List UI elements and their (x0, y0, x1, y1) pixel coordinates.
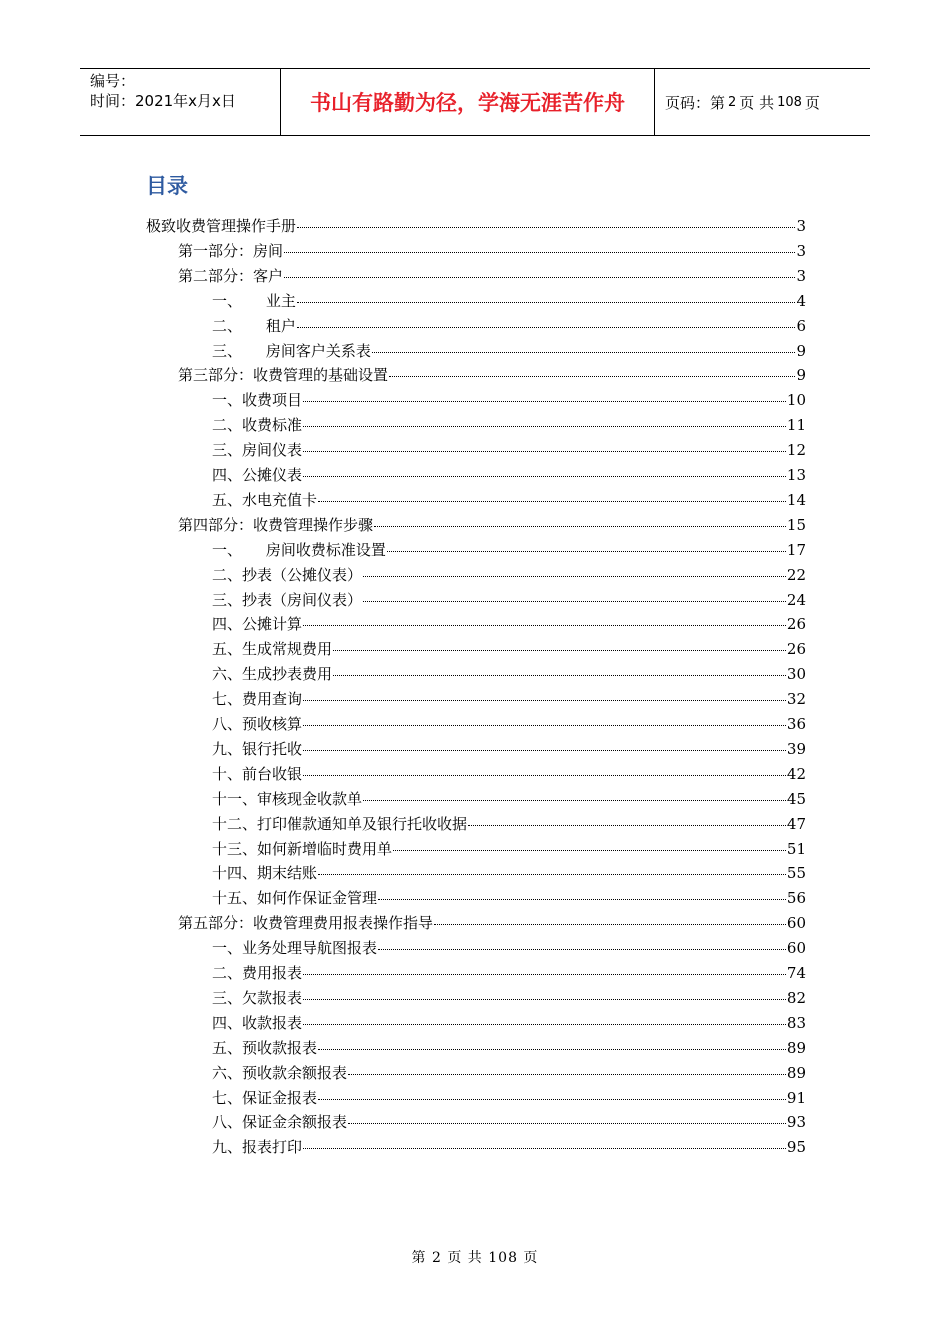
toc-entry-leader (303, 1006, 786, 1025)
toc-entry-leader (303, 408, 786, 427)
toc-entry-page: 15 (786, 515, 806, 534)
toc-entry-leader (303, 1130, 786, 1149)
toc-entry-title: 二、抄表（公摊仪表） (212, 565, 363, 584)
toc-entry-page: 26 (786, 640, 806, 659)
toc-entry-leader (333, 632, 786, 651)
toc-entry-leader (468, 807, 786, 826)
toc-entry-page: 91 (786, 1088, 806, 1107)
toc-entry-page: 22 (786, 565, 806, 584)
toc-entry-page: 51 (786, 839, 806, 858)
toc-entry-title: 五、水电充值卡 (212, 490, 318, 509)
toc-entry-title: 八、保证金余额报表 (212, 1113, 348, 1132)
toc-entry-page: 83 (786, 1013, 806, 1032)
toc-entry-leader (303, 607, 786, 626)
toc-entry-leader (297, 284, 796, 303)
header-meta (80, 69, 281, 135)
toc-entry-leader (372, 334, 796, 353)
toc-entry-leader (378, 881, 786, 900)
toc-entry-leader (297, 309, 796, 328)
toc-entry-title: 五、预收款报表 (212, 1038, 318, 1057)
toc-entry-page: 3 (796, 241, 806, 260)
toc-entry-title: 九、银行托收 (212, 739, 303, 758)
page-current: 2 (728, 94, 737, 110)
toc-entry-title: 三、欠款报表 (212, 988, 303, 1007)
toc-entry-title: 一、业务处理导航图报表 (212, 939, 378, 958)
toc-entry-title: 三、抄表（房间仪表） (212, 590, 363, 609)
toc-entry-page: 60 (786, 914, 806, 933)
toc-entry-page: 30 (786, 665, 806, 684)
toc-entry-leader (393, 832, 786, 851)
toc-entry-page: 89 (786, 1063, 806, 1082)
toc-entry-title: 极致收费管理操作手册 (146, 217, 297, 235)
toc-entry-title: 十五、如何作保证金管理 (212, 889, 378, 908)
toc-entry-leader (318, 1031, 786, 1050)
toc-entry-title: 七、保证金报表 (212, 1088, 318, 1107)
toc-entry-title: 九、报表打印 (212, 1138, 303, 1157)
toc-entry-leader (363, 782, 786, 801)
toc-entry-page: 14 (786, 490, 806, 509)
toc-entry-leader (348, 1056, 786, 1075)
toc-entry-leader (303, 956, 786, 975)
document-date: 时间：2021年x月x日 (90, 92, 236, 110)
toc-entry-page: 42 (786, 764, 806, 783)
toc-entry-leader (374, 508, 786, 527)
toc-entry-page: 45 (786, 789, 806, 808)
toc-entry-page: 39 (786, 739, 806, 758)
toc-entry-title: 三、 房间客户关系表 (212, 341, 371, 360)
toc-entry-leader (303, 707, 786, 726)
toc-entry-title: 三、房间仪表 (212, 441, 303, 460)
toc-entry-page: 24 (786, 590, 806, 609)
toc-entry-leader (378, 931, 786, 950)
toc-entry-page: 93 (786, 1113, 806, 1132)
toc-entry-page: 12 (786, 441, 806, 460)
toc-entry-title: 第四部分：收费管理操作步骤 (178, 515, 374, 534)
page-prefix: 页码：第 (665, 93, 726, 112)
header-motto: 书山有路勤为径，学海无涯苦作舟 (281, 69, 655, 135)
toc-entry[interactable] (212, 1133, 806, 1158)
toc-entry-leader (297, 209, 795, 228)
toc-entry-leader (318, 1081, 786, 1100)
toc-entry-page: 3 (796, 266, 806, 285)
toc-entry-leader (303, 682, 786, 701)
toc-entry-page: 36 (786, 715, 806, 733)
toc-entry-leader (284, 259, 795, 278)
toc-entry-title: 十一、审核现金收款单 (212, 789, 363, 808)
toc-entry-leader (348, 1105, 786, 1124)
toc-entry-title: 八、预收核算 (212, 715, 303, 733)
toc-entry-leader (303, 383, 786, 402)
toc-title: 目录 (146, 174, 188, 198)
toc-entry-title: 二、收费标准 (212, 416, 303, 435)
toc-entry-page: 17 (786, 540, 806, 559)
toc-entry-title: 十四、期末结账 (212, 864, 318, 883)
toc-entry-leader (363, 583, 786, 602)
toc-entry-page: 11 (786, 416, 806, 435)
toc-entry-title: 四、公摊计算 (212, 615, 303, 634)
toc-entry-leader (303, 757, 786, 776)
page-total: 108 (777, 94, 802, 110)
toc-entry-title: 第一部分：房间 (178, 241, 284, 260)
toc-entry-title: 第五部分：收费管理费用报表操作指导 (178, 914, 434, 933)
toc-entry-leader (389, 358, 795, 377)
page-mid: 页 共 (739, 93, 775, 112)
toc-entry-page: 74 (786, 964, 806, 982)
toc-entry-title: 十二、打印催款通知单及银行托收收据 (212, 814, 468, 833)
toc-entry-title: 六、预收款余额报表 (212, 1063, 348, 1082)
toc-entry-title: 第三部分：收费管理的基础设置 (178, 366, 389, 385)
page-suffix: 页 (804, 93, 820, 112)
document-number-label: 编号： (90, 72, 136, 90)
toc-entry-page: 13 (786, 466, 806, 484)
toc-entry-title: 第二部分：客户 (178, 266, 284, 285)
toc-entry-title: 一、收费项目 (212, 391, 303, 410)
toc-entry-title: 一、 业主 (212, 291, 296, 310)
page-header (80, 68, 870, 136)
toc-entry-leader (284, 234, 795, 253)
toc-entry-leader (434, 906, 786, 925)
toc-entry-page: 6 (796, 316, 806, 335)
toc-entry-title: 六、生成抄表费用 (212, 665, 333, 684)
toc-entry-page: 3 (796, 217, 806, 235)
header-page-info (655, 69, 870, 135)
toc-entry-leader (333, 657, 786, 676)
toc-entry-title: 二、 租户 (212, 316, 296, 335)
toc-entry-title: 四、公摊仪表 (212, 466, 303, 484)
toc-entry-title: 十三、如何新增临时费用单 (212, 839, 393, 858)
toc-entry-page: 56 (786, 889, 806, 908)
page-footer: 第 2 页 共 108 页 (411, 1250, 539, 1266)
toc-entry-leader (318, 856, 786, 875)
toc-entry-page: 9 (796, 341, 806, 360)
toc-entry-title: 七、费用查询 (212, 690, 303, 709)
toc-entry-leader (303, 458, 786, 477)
toc-entry-title: 四、收款报表 (212, 1013, 303, 1032)
toc-entry-leader (318, 483, 786, 502)
toc-entry-leader (303, 433, 786, 452)
toc-entry-title: 一、 房间收费标准设置 (212, 540, 386, 559)
toc-entry-leader (303, 732, 786, 751)
toc-entry-title: 十、前台收银 (212, 764, 303, 783)
toc-entry-page: 32 (786, 690, 806, 709)
toc-entry-page: 26 (786, 615, 806, 634)
toc-entry-leader (303, 981, 786, 1000)
toc-entry-page: 10 (786, 391, 806, 410)
toc-entry-page: 89 (786, 1038, 806, 1057)
toc-entry-page: 95 (786, 1138, 806, 1157)
toc-entry-page: 4 (796, 291, 806, 310)
toc-entry-page: 82 (786, 988, 806, 1007)
toc-entry-page: 9 (796, 366, 806, 385)
toc-entry-title: 二、费用报表 (212, 964, 303, 982)
toc-entry-leader (387, 533, 786, 552)
toc-entry-page: 47 (786, 814, 806, 833)
toc-entry-page: 55 (786, 864, 806, 883)
toc-entry-leader (363, 558, 786, 577)
toc-entry-title: 五、生成常规费用 (212, 640, 333, 659)
toc-entry-page: 60 (786, 939, 806, 958)
